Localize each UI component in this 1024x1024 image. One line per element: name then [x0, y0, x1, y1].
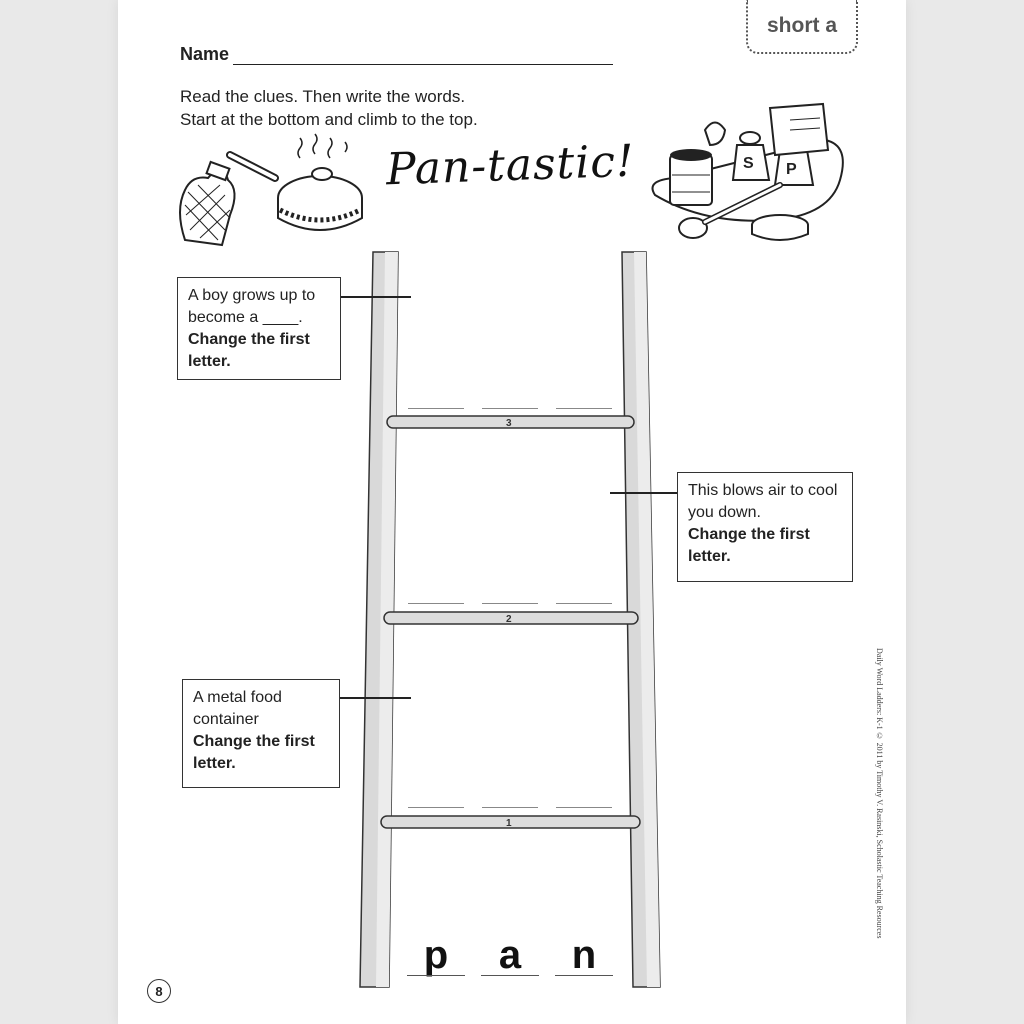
answer-blank-2c[interactable]: [556, 603, 612, 604]
start-letter: n: [571, 933, 597, 977]
rung-number-3: 3: [506, 418, 512, 429]
start-letter: p: [423, 933, 449, 977]
name-label: Name: [180, 44, 230, 64]
clue-instruction: Change the first letter.: [688, 526, 810, 565]
clue-box-top: [177, 277, 341, 380]
instruction-line-2: Start at the bottom and climb to the top.: [180, 110, 478, 129]
answer-blank-1b[interactable]: [482, 807, 538, 808]
clue-connector: [340, 697, 411, 699]
clue-text: A metal food container: [193, 689, 282, 728]
clue-connector: [341, 296, 411, 298]
salt-label: S: [743, 155, 754, 172]
start-letter-line: [407, 975, 465, 976]
answer-blank-2b[interactable]: [482, 603, 538, 604]
answer-blank-1c[interactable]: [556, 807, 612, 808]
worksheet-title: Pan-tastic!: [385, 135, 636, 196]
start-letter-line: [481, 975, 539, 976]
page-number: 8: [147, 979, 171, 1003]
clue-text: This blows air to cool you down.: [688, 482, 838, 521]
answer-blank-1a[interactable]: [408, 807, 464, 808]
answer-blank-3b[interactable]: [482, 408, 538, 409]
clue-text: A boy grows up to become a ____.: [188, 287, 316, 326]
copyright-credit: Daily Word Ladders: K-1 © 2011 by Timothy V. Rasinski, Scholastic Teaching Resources: [875, 648, 884, 939]
start-letter: a: [498, 933, 522, 977]
clue-box-middle: [677, 472, 853, 582]
topic-tag: short a: [746, 0, 858, 54]
clue-instruction: Change the first letter.: [188, 331, 310, 370]
answer-blank-3c[interactable]: [556, 408, 612, 409]
answer-blank-2a[interactable]: [408, 603, 464, 604]
rung-number-1: 1: [506, 818, 512, 829]
clue-box-bottom: [182, 679, 340, 788]
clue-connector: [610, 492, 677, 494]
start-letter-line: [555, 975, 613, 976]
pepper-label: P: [786, 161, 797, 178]
instruction-line-1: Read the clues. Then write the words.: [180, 87, 466, 106]
rung-number-2: 2: [506, 614, 512, 625]
clue-instruction: Change the first letter.: [193, 733, 315, 772]
answer-blank-3a[interactable]: [408, 408, 464, 409]
